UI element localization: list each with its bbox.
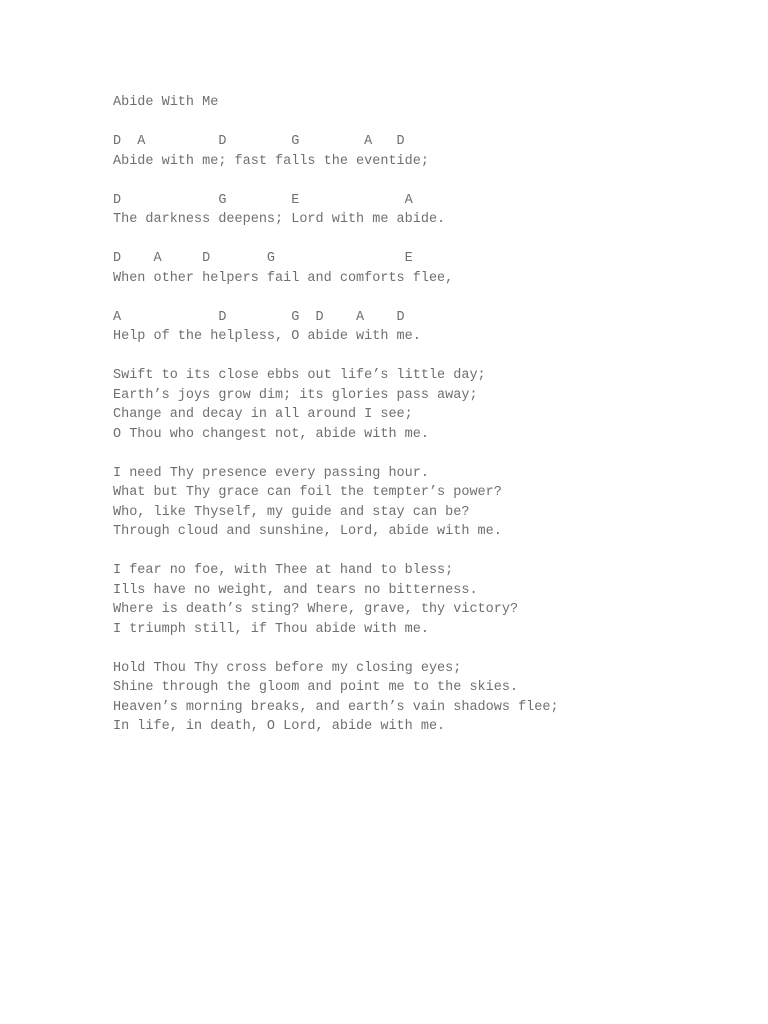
verse-line: Heaven’s morning breaks, and earth’s vain shadows flee; <box>113 699 559 715</box>
verse-line: I fear no foe, with Thee at hand to bless; <box>113 563 454 578</box>
verse <box>113 659 753 737</box>
verse-line: O Thou who changest not, abide with me. <box>113 426 429 442</box>
verse-line: Shine through the gloom and point me to the skies. <box>113 680 519 695</box>
verse-line: I need Thy presence every passing hour. <box>113 465 429 481</box>
chord-line: D A D G E <box>113 251 413 266</box>
chord-block <box>113 308 753 347</box>
song-title: Abide With Me <box>113 95 219 110</box>
chord-line: D G E A <box>113 192 413 208</box>
verse-line: In life, in death, O Lord, abide with me. <box>113 719 446 734</box>
verse <box>113 561 753 639</box>
chord-block <box>113 132 753 171</box>
verse-line: Change and decay in all around I see; <box>113 407 413 422</box>
lyric-line: Help of the helpless, O abide with me. <box>113 329 421 344</box>
lyric-line: When other helpers fail and comforts flee, <box>113 270 454 286</box>
verse-line: Hold Thou Thy cross before my closing eyes; <box>113 660 462 676</box>
lyric-line: The darkness deepens; Lord with me abide. <box>113 212 446 227</box>
chord-line: D A D G A D <box>113 134 405 149</box>
verse-spacer <box>113 639 753 659</box>
verse-line: Where is death’s sting? Where, grave, thy victory? <box>113 602 519 617</box>
verse <box>113 464 753 542</box>
verse-line: I triumph still, if Thou abide with me. <box>113 621 429 637</box>
verse-spacer <box>113 542 753 562</box>
chord-line: A D G D A D <box>113 309 405 325</box>
song-sheet <box>113 93 753 737</box>
verse-line: Swift to its close ebbs out life’s little day; <box>113 368 486 383</box>
verse-spacer <box>113 444 753 464</box>
chord-block <box>113 191 753 230</box>
verse-line: What but Thy grace can foil the tempter’s power? <box>113 485 502 500</box>
verse <box>113 366 753 444</box>
verse-line: Earth’s joys grow dim; its glories pass away; <box>113 387 478 403</box>
lyric-line: Abide with me; fast falls the eventide; <box>113 153 429 169</box>
chord-block <box>113 249 753 288</box>
verse-line: Who, like Thyself, my guide and stay can be? <box>113 504 470 520</box>
verse-line: Ills have no weight, and tears no bitterness. <box>113 582 478 598</box>
verse-line: Through cloud and sunshine, Lord, abide with me. <box>113 524 502 539</box>
